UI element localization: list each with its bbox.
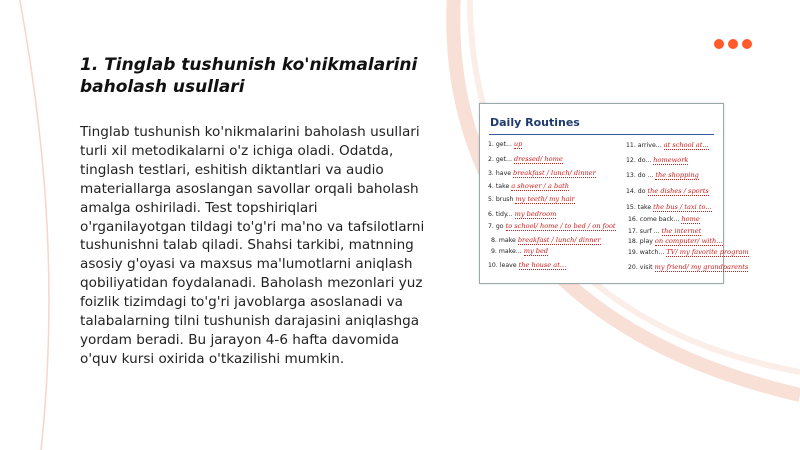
worksheet-row: 13. do ... the shopping: [626, 171, 699, 179]
worksheet-row: 3. have breakfast / lunch/ dinner: [488, 169, 596, 177]
worksheet-title: Daily Routines: [490, 116, 580, 129]
worksheet-row: 11. arrive... at school at...: [626, 141, 709, 149]
worksheet-row: 1. get... up: [488, 140, 523, 148]
worksheet-row: 12. do... homework: [626, 156, 689, 164]
worksheet-row: 17. surf ... the internet: [628, 227, 702, 235]
worksheet-row: 4. take a shower / a bath: [488, 182, 570, 190]
worksheet-row: 15. take the bus / taxi to...: [626, 203, 712, 211]
worksheet-row: 2. get... dressed/ home: [488, 155, 563, 163]
worksheet-row: 14. do the dishes / sports: [626, 187, 709, 195]
worksheet-row: 19. watch... TV/ my favorite program: [628, 248, 749, 256]
slide-title: 1. Tinglab tushunish ko'nikmalarini baholash usullari: [80, 55, 418, 97]
worksheet-row: 10. leave the house at...: [488, 261, 567, 269]
worksheet-row: 9. make... my bed: [491, 247, 549, 255]
worksheet-row: 16. come back... home: [628, 215, 700, 223]
worksheet-row: 5. brush my teeth/ my hair: [488, 195, 575, 203]
accent-dots-icon: [714, 39, 752, 49]
worksheet-row: 8. make breakfast / lunch/ dinner: [491, 236, 601, 244]
daily-routines-worksheet-image: [479, 103, 749, 284]
worksheet-row: 18. play on computer/ with...: [628, 237, 723, 245]
worksheet-row: 6. tidy... my bedroom: [488, 210, 557, 218]
worksheet-row: 20. visit my friend/ my grandparents: [628, 263, 749, 271]
worksheet-row: 7. go to school/ home / to bed / on foot: [488, 222, 616, 230]
worksheet-title-underline: [489, 134, 714, 135]
slide-body-text: Tinglab tushunish ko'nikmalarini baholash usullari turli xil metodikalarni o'z ichiga oladi. Odatda, tinglash testlari, eshitish diktantlari va audio materiallarga asoslangan savollar orqali baholash amalga oshiriladi. Test topshiriqlari o'rganilayotgan tildagi to'g'ri ma'no va tafsilotlarni tushunishni talab qiladi. Shahsi tarkibi, matnning asosiy g'oyasi va maxsus ma'lumotlarni aniqlash qobiliyatidan foydalanadi. Baholash mezonlari yuz foizlik tizimdagi to'g'ri javoblarga asoslanadi va talabalarning tilni tushunish darajasini aniqlashga yordam beradi. Bu jarayon 4-6 hafta davomida o'quv kursi oxirida o'tkazilishi mumkin.: [80, 124, 425, 367]
